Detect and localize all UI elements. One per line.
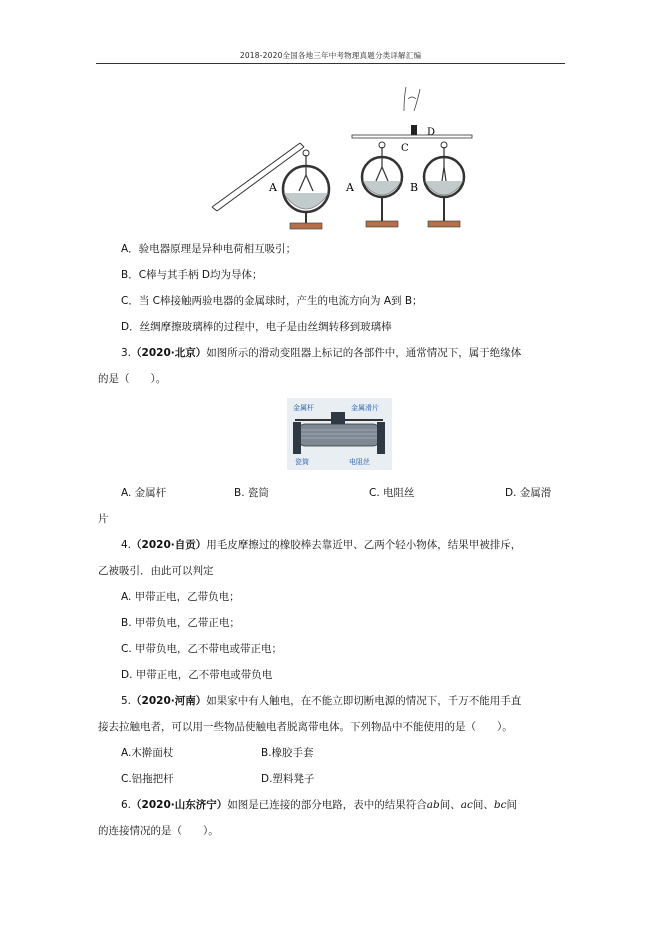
q6-stem [121, 798, 517, 812]
electroscope-a-left [283, 150, 329, 229]
q4-text: 用毛皮摩擦过的橡胶棒去靠近甲、乙两个轻小物体，结果甲被排斥， [206, 539, 522, 551]
q6-ab: ab [426, 799, 440, 811]
q2-option-b: B．C棒与其手柄 D均为导体； [121, 269, 263, 281]
q6-mid1: 间、 [439, 799, 461, 811]
rheostat-figure [287, 398, 392, 470]
q3-stem-cont: 的是（ ）。 [98, 373, 167, 385]
q3-tag: （2020·北京） [131, 347, 207, 359]
q6-tag: （2020·山东济宁） [131, 799, 228, 811]
q6-text-pre: 如图是已连接的部分电路，表中的结果符合 [227, 799, 427, 811]
label-c: C [401, 143, 409, 154]
q4-option-b: B. 甲带负电，乙带正电； [121, 617, 240, 629]
q4-option-a: A. 甲带正电，乙带负电； [121, 591, 240, 603]
q5-text: 如果家中有人触电，在不能立即切断电源的情况下，千万不能用手直 [206, 695, 522, 707]
page-header: 2018-2020全国各地三年中考物理真题分类详解汇编 [239, 51, 422, 60]
rheostat-label-porcelain: 瓷筒 [295, 458, 309, 466]
label-a-mid: A [346, 181, 354, 194]
q3-option-c: C. 电阻丝 [369, 487, 415, 499]
electroscope-b [424, 142, 464, 227]
q3-option-d-cont: 片 [98, 513, 109, 525]
q5-option-d: D.塑料凳子 [261, 773, 315, 785]
q5-option-a: A.木擀面杖 [121, 747, 174, 759]
q5-num: 5. [121, 695, 132, 707]
q6-ac: ac [460, 799, 473, 811]
q6-num: 6. [121, 799, 132, 811]
q4-stem [121, 538, 521, 552]
electroscope-figure [208, 85, 483, 233]
q5-stem [121, 694, 521, 708]
q3-option-b: B. 瓷筒 [234, 487, 269, 499]
q3-num: 3. [121, 347, 132, 359]
q4-option-c: C. 甲带负电，乙不带电或带正电； [121, 643, 283, 655]
q6-stem-cont: 的连接情况的是（ ）。 [98, 825, 219, 837]
electroscope-a [362, 142, 402, 227]
c-rod-with-hand [352, 87, 472, 138]
q5-tag: （2020·河南） [131, 695, 207, 707]
rheostat-label-wire: 电阻丝 [349, 458, 370, 466]
rheostat-label-slider: 金属滑片 [351, 404, 379, 412]
label-a-left: A [269, 181, 277, 194]
q2-option-c: C．当 C棒接触两验电器的金属球时，产生的电流方向为 A到 B； [121, 295, 423, 307]
label-b: B [410, 181, 419, 194]
label-d: D [427, 127, 436, 138]
q4-stem-cont: 乙被吸引．由此可以判定 [98, 565, 214, 577]
q6-mid2: 间、 [472, 799, 494, 811]
q6-bc: bc [493, 799, 507, 811]
q4-tag: （2020·自贡） [131, 539, 207, 551]
q4-num: 4. [121, 539, 132, 551]
q3-option-a: A. 金属杆 [121, 487, 167, 499]
q2-option-d: D．丝绸摩擦玻璃棒的过程中，电子是由丝绸转移到玻璃棒 [121, 321, 392, 333]
q2-option-a: A．验电器原理是异种电荷相互吸引； [121, 243, 297, 255]
header-rule [96, 63, 565, 64]
q5-stem-cont: 接去拉触电者，可以用一些物品使触电者脱离带电体。下列物品中不能使用的是（ ）。 [98, 721, 513, 733]
q4-option-d: D. 甲带正电，乙不带电或带负电 [121, 669, 273, 681]
q3-option-d: D. 金属滑 [505, 487, 552, 499]
rheostat-label-metal-rod: 金属杆 [293, 404, 314, 412]
q5-option-c: C.铝拖把杆 [121, 773, 174, 785]
q3-text: 如图所示的滑动变阻器上标记的各部件中，通常情况下，属于绝缘体 [206, 347, 522, 359]
q3-stem [121, 346, 521, 360]
q5-option-b: B.橡胶手套 [261, 747, 314, 759]
q6-text-post: 间 [506, 799, 517, 811]
